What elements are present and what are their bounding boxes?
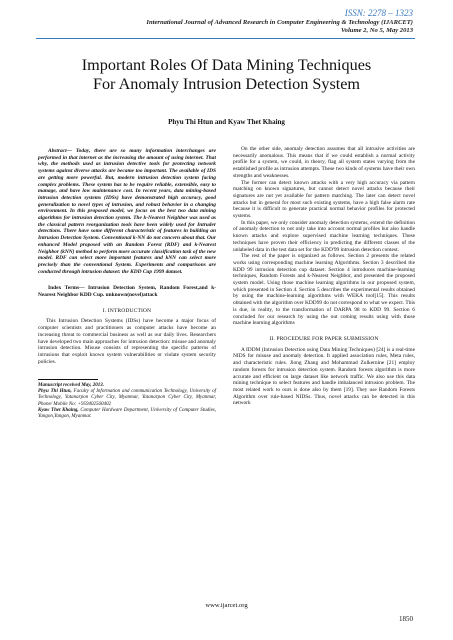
journal-header [33, 19, 413, 35]
paper-title [40, 56, 413, 93]
footnote-author-1 [38, 389, 216, 408]
footnote-author-1-text: Faculty of Information and communication Technology, University of Technology, Yatanarpon Cyber City, Myanmar, Yatanarpon Cyber City, Myanmar, Phone/ Mobile No: +959402560402 [38, 389, 216, 407]
footnote-author-2-text: Computer Hardware Department, University of Computer Studies, Yangon,Yangon, Myanmar. [38, 407, 216, 420]
journal-volume: Volume 2, No 5, May 2013 [341, 27, 413, 35]
issn: ISSN: 2278 – 1323 [344, 8, 413, 18]
body-paragraph: The rest of the paper is organized as follows. Section 2 presents the related works using corresponding machine learning Algorithms. Section 3 described the KDD 99 intrusion detection cup dataset. Section 4 introduces machine-learning techniques, Random Forests and k-Nearest Neighbor, and presented the proposed system model. Using those machine learning algorithms in our proposed system, which presented in Section 4. Section 5 describes the experimental results obtained by using the machine-learning algorithms with WEKA tool[15]. This results obtained with the algorithm over KDD99 do not correspond to what we expect. This is due, in reality, to the transformation of DARPA 98 to KDD 99. Section 6 concluded for our research by using the out coming results using with those machine learning algorithms [233, 253, 415, 327]
left-column [38, 148, 216, 420]
footer-url: www.ijarcet.org [205, 602, 248, 609]
introduction-paragraph: This Intrusion Detection Systems (IDSs) have become a major focus of computer scientists and practitioners as computer attacks have become an increasing threat to commercial business as well as our daily lives. Researchers have developed two main approaches for intrusion detection: misuse and anomaly intrusion detection. Misuse consists of representing the specific patterns of intrusions that exploit known system vulnerabilities or violate system security policies. [38, 318, 216, 365]
footnote-author-1-name: Phyu Thi Htun, [38, 389, 72, 395]
page-number: 1850 [399, 615, 413, 623]
footnote-rule [38, 379, 98, 380]
footnote-author-2 [38, 408, 216, 420]
title-line-2: For Anomaly Intrusion Detection System [92, 74, 361, 93]
section-heading-procedure: II. PROCEDURE FOR PAPER SUBMISSION [269, 335, 379, 342]
footnote-author-2-name: Kyaw Thet Khaing, [38, 407, 79, 413]
index-terms: Index Terms— Intrusion Detection System, Random Forest,and k-Nearest Neighbor KDD Cup. unknown(novel)attack [38, 285, 216, 299]
procedure-paragraph: A IDDM (Intrusion Detection using Data Mining Techniques) [24] is a real-time NIDS for misuse and anomaly detection. It applied association rules, Meta rules, and characteristic rules. Jiong Zhang and Mohammad Zulkernine [21] employ random forests for intrusion detection system. Random forests algorithm is more accurate and efficient on large dataset like network traffic. We also use this data mining technique to select features and handle imbalanced intrusion problem. The most related work to ours is done also by them [19]. They use Random Forests Algorithm over rule-based NIDSs. Thus, novel attacks can be detected in this network [233, 346, 415, 407]
abstract: Abstract— Today, there are so many information interchanges are performed in that internet as the increasing the amount of using internet. That why, the methods used as intrusion detective tools for protecting network systems against diverse attacks are became too important. The available of IDS are getting more powerful. But, modern intrusion detection system facing complex problems. These system has to be require reliable, extensible, easy to manage, and have low maintenance cost. In recent years, data mining-based intrusion detection systems (IDSs) have demonstrated high accuracy, good generalization to novel types of intrusion, and robust behavior in a changing environment. In this proposed model, we focus on the best two data mining algorithms for intrusion detection system. The k-Nearest Neighbor was used as the classical pattern reorganization tools have been widely used for Intruder detections. There have some different characteristic of features in building an Intrusion Detection System. Conventional k-NN do not concern about that. Our enhanced Model proposed with an Random Forest (RDF) and k-Nearest Neighbor (kNN) method to perform more accurate classification task of the new model. RDF can select more important features and kNN can select more precisely than the conventional System. Experiments and comparisons are conducted through intrusion dataset: the KDD Cup 1999 dataset. [38, 148, 216, 275]
section-heading-introduction: I. INTRODUCTION [102, 307, 152, 314]
title-line-1: Important Roles Of Data Mining Techniques [81, 56, 372, 74]
authors: Phyu Thi Htun and Kyaw Thet Khaing [168, 118, 285, 126]
right-column [233, 146, 415, 407]
body-paragraph: The former can detect known attacks with a very high accuracy via pattern matching on known signatures, but cannot detect novel attacks because their signatures are not yet available for pattern matching. The later can detect novel attacks but in general for most such existing systems, have a high false alarm rate because it is difficult to generate practical normal behavior profiles for protected systems. [233, 179, 415, 220]
journal-name: International Journal of Advanced Research in Computer Engineering & Technology (IJARCET) [146, 19, 413, 26]
header-rule [36, 38, 415, 39]
footnote-received-text: Manuscript received May, 2013. [38, 383, 105, 389]
body-paragraph: On the other side, anomaly detection assumes that all intrusive activities are necessarily anomalous. This means that if we could establish a normal activity profile for a system, we could, in theory, flag all system states varying from the established profile as intrusion attempts. These two kinds of systems have their own strengths and weaknesses. [233, 146, 415, 179]
body-paragraph: In this paper, we only consider anomaly detection systems, extend the definition of anomaly detection to not only take into account normal profiles but also handle known attacks and explore supervised machine learning techniques. These techniques have proven their efficiency in predicting the different classes of the unlabeled data in the test data set for the KDD'99 intrusion detection contest. [233, 219, 415, 253]
